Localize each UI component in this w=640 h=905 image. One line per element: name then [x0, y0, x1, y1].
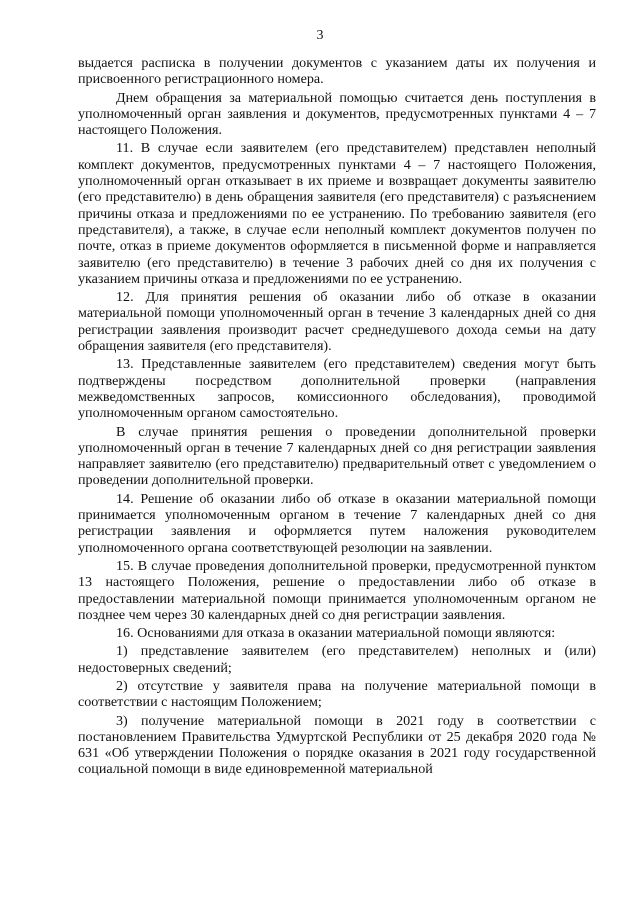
paragraph-12: 12. Для принятия решения об оказании либо об отказе в оказании материальной помощи уполномоченный орган в течение 3 календарных дней со дня регистрации заявления производит расчет среднедушевого дохода семьи на дату обращения заявителя (его представителя). — [78, 289, 596, 355]
paragraph-14: 14. Решение об оказании либо об отказе в оказании материальной помощи принимается уполномоченным органом в течение 7 календарных дней со дня регистрации заявления и оформляется путем наложения руководителем уполномоченного органа соответствующей резолюции на заявлении. — [78, 490, 596, 556]
paragraph-additional-check: В случае принятия решения о проведении дополнительной проверки уполномоченный орган в течение 7 календарных дней со дня регистрации заявления направляет заявителю (его представителю) предварительный ответ с уведомлением о проведении дополнительной проверки. — [78, 423, 596, 489]
list-item-3: 3) получение материальной помощи в 2021 году в соответствии с постановлением Правительства Удмуртской Республики от 25 декабря 2020 года № 631 «Об утверждении Положения о порядке оказания в 2021 году государственной социальной помощи в виде единовременной материальной — [78, 712, 596, 778]
paragraph-application-date: Днем обращения за материальной помощью считается день поступления в уполномоченный орган заявления и документов, предусмотренных пунктами 4 – 7 настоящего Положения. — [78, 89, 596, 139]
paragraph-11: 11. В случае если заявителем (его представителем) представлен неполный комплект документов, предусмотренных пунктами 4 – 7 настоящего Положения, уполномоченный орган отказывает в их приеме и возвращает документы заявителю (его представителю) в день обращения заявителя (его представителя) с разъяснением причины отказа и предложениями по ее устранению. По требованию заявителя (его представителя), а также, в случае если неполный комплект документов получен по почте, отказ в приеме документов оформляется в письменной форме и направляется заявителю (его представителю) в течение 3 рабочих дней со дня их получения с указанием причины отказа и предложениями по ее устранению. — [78, 140, 596, 287]
document-body — [78, 55, 596, 778]
list-item-2: 2) отсутствие у заявителя права на получение материальной помощи в соответствии с настоящим Положением; — [78, 677, 596, 711]
page-number: 3 — [316, 28, 324, 43]
paragraph-15: 15. В случае проведения дополнительной проверки, предусмотренной пунктом 13 настоящего Положения, решение о предоставлении либо об отказе в предоставлении материальной помощи принимается уполномоченным органом не позднее чем через 30 календарных дней со дня регистрации заявления. — [78, 557, 596, 623]
paragraph-13: 13. Представленные заявителем (его представителем) сведения могут быть подтверждены посредством дополнительной проверки (направления межведомственных запросов, комиссионного обследования), проводимой уполномоченным органом самостоятельно. — [78, 356, 596, 422]
paragraph-continuation: выдается расписка в получении документов с указанием даты их получения и присвоенного регистрационного номера. — [78, 55, 596, 88]
paragraph-16: 16. Основаниями для отказа в оказании материальной помощи являются: — [116, 625, 556, 642]
list-item-1: 1) представление заявителем (его представителем) неполных и (или) недостоверных сведений; — [78, 643, 596, 676]
